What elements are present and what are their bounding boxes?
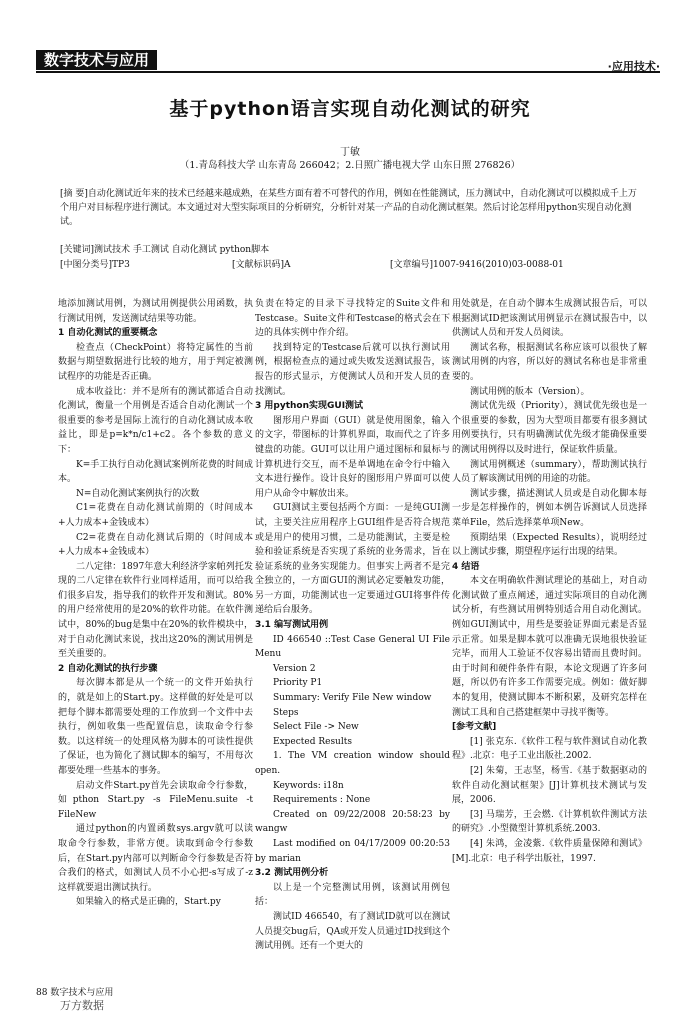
paragraph: 测试优先级（Priority），测试优先级也是一个很重要的参数，因为大型项目都要有很多测试用例要执行，只有明确测试优先级才能确保重要的测试用例得以及时进行，保证软件质量。 [452, 401, 647, 455]
paragraph: Created on 09/22/2008 20:58:23 by wangw [255, 809, 450, 835]
paragraph: 测试用例的版本（Version）。 [470, 386, 590, 397]
paragraph: 找到特定的Testcase后就可以执行测试用例，根据检查点的通过或失败发送测试报告，该报告的形式显示，方便测试人员和开发人员的查找测试。 [255, 342, 450, 397]
section-heading: 1 自动化测试的重要概念 [58, 328, 158, 339]
section-heading: 2 自动化测试的执行步骤 [58, 663, 158, 674]
paragraph: 成本收益比：并不是所有的测试都适合自动化测试，衡量一个用例是否适合自动化测试一个很重要的参考是国际上流行的自动化测试成本收益比，即是p=k*n/c1+c2。各个参数的意义下： [58, 386, 253, 455]
section-heading: 3.2 测试用例分析 [255, 868, 329, 879]
affiliation: （1.青岛科技大学 山东青岛 266042；2.日照广播电视大学 山东日照 276826） [179, 160, 521, 171]
paragraph: 1. The VM creation window should open. [255, 751, 450, 776]
paragraph: ID 466540 ::Test Case General UI File Menu [255, 634, 450, 660]
paragraph: 测试ID 466540，有了测试ID就可以在测试人员提交bug后，QA或开发人员通过ID找到这个测试用例。还有一个更大的 [255, 911, 450, 952]
paragraph: 用处就是，在自动个脚本生成测试报告后，可以根据测试ID把该测试用例显示在测试报告中，以供测试人员和开发人员阅读。 [452, 299, 647, 339]
paragraph: [3] 马瑞芳，王会燃.《计算机软件测试方法的研究》.小型微型计算机系统.2003. [452, 809, 647, 835]
paragraph: 通过python的内置函数sys.argv就可以读取命令行参数，非常方便。读取到命令行参数后，在Start.py内部可以判断命令行参数是否符合我们的格式，如测试人员不小心把-s写成了-z这样就要退出测试执行。 [58, 824, 253, 893]
paragraph: Keywords: i18n [273, 780, 344, 791]
paragraph: Select File -> New [273, 722, 359, 733]
section-heading: 4 结语 [452, 561, 480, 572]
paragraph: [2] 朱菊，王志坚，杨雪.《基于数据驱动的软件自动化测试框架》[J]计算机技术测试与发展，2006. [452, 766, 647, 806]
section-heading: 3.1 编写测试用例 [255, 620, 329, 631]
paragraph: 测试名称，根据测试名称应该可以很快了解测试用例的内容，所以好的测试名称也是非常重要的。 [452, 342, 647, 382]
paragraph: Summary: Verify File New window [273, 693, 432, 704]
column-2 [255, 297, 450, 954]
article-title: 基于python语言实现自动化测试的研究 [169, 98, 531, 120]
paragraph: 检查点（CheckPoint）将特定属性的当前数据与期望数据进行比较的地方，用于判定被测试程序的功能是否正确。 [58, 342, 253, 382]
paragraph: 预期结果（Expected Results），说明经过以上测试步骤，期望程序运行出现的结果。 [452, 532, 647, 558]
paragraph: Expected Results [273, 736, 352, 747]
paragraph: 如果输入的格式是正确的，Start.py [76, 897, 221, 908]
keywords: [关键词]测试技术 手工测试 自动化测试 python脚本 [60, 245, 270, 255]
paragraph: 负责在特定的目录下寻找特定的Suite文件和Testcase。Suite文件和Testcase的格式会在下边的具体实例中作介绍。 [255, 299, 450, 339]
article-meta [60, 257, 640, 270]
paragraph: Requirements : None [273, 795, 371, 806]
paragraph: 图形用户界面（GUI）就是使用图象，输入的文字，带图标的计算机界面，取而代之了许多键盘的功能。GUI可以让用户通过图标和鼠标与计算机进行交互，而不是单调地在命令行中输入文本进行操作。设计良好的图形用户界面可以使用户从命令中解放出来。 [255, 415, 450, 499]
column-1 [58, 297, 253, 910]
section-heading: [参考文献] [452, 722, 497, 733]
column-3 [452, 297, 647, 866]
paragraph: C2=花费在自动化测试后期的（时间成本+人力成本+金钱成本） [58, 532, 253, 558]
paragraph: 启动文件Start.py首先会读取命令行参数，如pthon Start.py -s FileMenu.suite -t FileNew [58, 780, 253, 820]
abstract: [摘 要]自动化测试近年来的技术已经越来越成熟，在某些方面有着不可替代的作用，例如在性能测试，压力测试中，自动化测试可以模拟成千上万个用户对目标程序进行测试。本文通过对大型实际项目的分析研究，分析针对某一产品的自动化测试框架。然后讨论怎样用python实现自动化测试。 [60, 189, 637, 227]
paragraph: 每次脚本都是从一个统一的文件开始执行的，就是如上的Start.py。这样做的好处是可以把每个脚本都需要处理的工作放到一个文件中去执行，例如收集一些配置信息，读取命令行参数。以这样统一的处理风格为脚本的可读性提供了保证，也为简化了测试脚本的编写，不用每次都要处理一些基本的事务。 [58, 678, 253, 776]
paragraph: 本文在明确软件测试理论的基础上，对自动化测试做了重点阐述，通过实际项目的自动化测试分析，有些测试用例特别适合用自动化测试。例如GUI测试中，用些是要验证界面元素是否显示正常。如果是脚本就可以准确无误地很快验证完毕，而用人工验证不仅容易出错而且费时间。由于时间和硬件条件有限，本论文现遇了许多问题，所以仍有许多工作需要完成。例如：做好脚本的复用，使测试脚本不断积累，及研究怎样在测试工具和自己搭建框架中寻找平衡等。 [452, 576, 647, 718]
footer-journal: 数字技术与应用 [50, 988, 114, 998]
watermark: 万方数据 [60, 999, 104, 1012]
doc-code: [文献标识码]A [232, 260, 291, 270]
journal-badge: 数字技术与应用 [36, 50, 157, 70]
paragraph: 测试步骤，描述测试人员或是自动化脚本每一步是怎样操作的，例如本例告诉测试人员选择菜单File，然后选择菜单项New。 [452, 488, 647, 528]
page-number: 88 [36, 988, 48, 998]
author: 丁敏 [340, 147, 360, 158]
paragraph: Version 2 [273, 663, 316, 674]
section-heading: 3 用python实现GUI测试 [255, 401, 364, 412]
header-rule [36, 71, 660, 73]
paragraph: GUI测试主要包括两个方面：一是纯GUI测试，主要关注应用程序上GUI组件是否符合规范或是用户的使用习惯，二是功能测试，主要是检验和验证系统是否实现了系统的业务需求，旨在验证系统的业务实现能力。但事实上两者不是完全独立的，一方面GUI的测试必定要触发功能，另一方面，功能测试也一定要通过GUI将事件传递给后台服务。 [255, 503, 450, 616]
clc: [中图分类号]TP3 [60, 260, 130, 270]
paragraph: K=手工执行自动化测试案例所花费的时间成本。 [58, 459, 253, 485]
paragraph: 以上是一个完整测试用例，该测试用例包括： [255, 882, 450, 908]
paragraph: Last modified on 04/17/2009 00:20:53 by marian [255, 838, 450, 864]
paragraph: [1] 张克东.《软件工程与软件测试自动化教程》.北京：电子工业出版社.2002. [452, 736, 647, 762]
paragraph: N=自动化测试案例执行的次数 [76, 488, 200, 499]
section-label: ·应用技术· [607, 60, 660, 73]
paragraph: 地添加测试用例，为测试用例提供公用函数，执行测试用例，发送测试结果等功能。 [58, 299, 253, 324]
paragraph: [4] 朱鸿，金凌紫.《软件质量保障和测试》[M].北京：电子科学出版社，1997. [452, 838, 647, 864]
paragraph: Steps [273, 707, 299, 718]
paragraph: C1=花费在自动化测试前期的（时间成本+人力成本+金钱成本） [58, 503, 253, 528]
paragraph: 二八定律：1897年意大利经济学家帕列托发现的二八定律在软件行业同样适用，而可以给我们很多启发，指导我们的软件开发和测试。80%的用户经常使用的是20%的软件功能。在软件测试中，80%的bug是集中在20%的软件模块中，对于自动化测试来说，找出这20%的测试用例是至关重要的。 [58, 561, 253, 660]
article-number: [文章编号]1007-9416(2010)03-0088-01 [390, 260, 564, 270]
paragraph: 测试用例概述（summary），帮助测试执行人员了解该测试用例的用途的功能。 [452, 459, 647, 485]
paragraph: Priority P1 [273, 678, 323, 689]
